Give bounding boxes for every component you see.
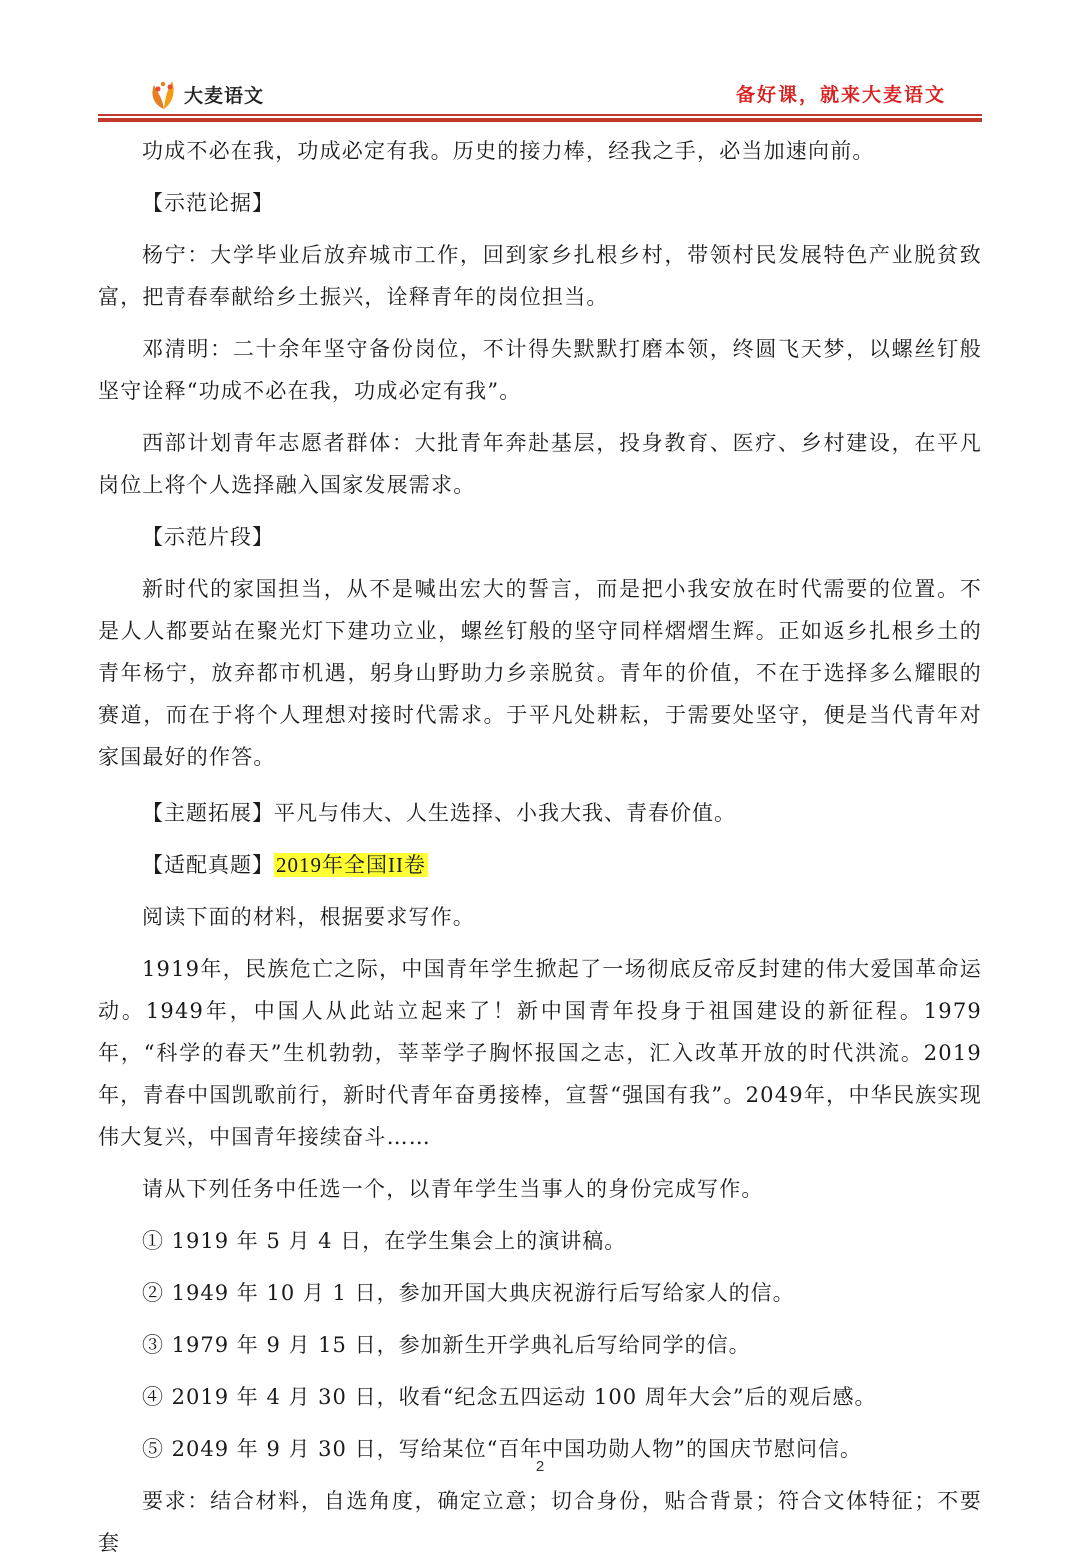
brand-logo (148, 76, 264, 112)
header-divider-thick (98, 118, 982, 122)
theme-line (98, 792, 982, 834)
evidence-paragraph-3: 西部计划青年志愿者群体：大批青年奔赴基层，投身教育、医疗、乡村建设，在平凡岗位上将个人选择融入国家发展需求。 (98, 431, 982, 497)
evidence-paragraph-1: 杨宁：大学毕业后放弃城市工作，回到家乡扎根乡村，带领村民发展特色产业脱贫致富，把青春奉献给乡土振兴，诠释青年的岗位担当。 (98, 243, 982, 309)
section-heading-exam: 【适配真题】 (142, 853, 274, 877)
header-slogan: 备好课，就来大麦语文 (735, 84, 946, 106)
opening-line: 功成不必在我，功成必定有我。历史的接力棒，经我之手，必当加速向前。 (142, 139, 875, 163)
evidence-paragraph-2: 邓清明：二十余年坚守备份岗位，不计得失默默打磨本领，终圆飞天梦，以螺丝钉般坚守诠释“功成不必在我，功成必定有我”。 (98, 337, 982, 403)
sample-paragraph: 新时代的家国担当，从不是喊出宏大的誓言，而是把小我安放在时代需要的位置。不是人人都要站在聚光灯下建功立业，螺丝钉般的坚守同样熠熠生辉。正如返乡扎根乡土的青年杨宁，放弃都市机遇，躬身山野助力乡亲脱贫。青年的价值，不在于选择多么耀眼的赛道，而在于将个人理想对接时代需求。于平凡处耕耘，于需要处坚守，便是当代青年对家国最好的作答。 (98, 577, 982, 769)
document-body (98, 130, 982, 1564)
section-heading-evidence: 【示范论据】 (142, 191, 274, 215)
task-instruction: 请从下列任务中任选一个，以青年学生当事人的身份完成写作。 (142, 1177, 764, 1201)
requirements-line: 要求：结合材料，自选角度，确定立意；切合身份，贴合背景；符合文体特征；不要套 (98, 1489, 982, 1555)
task-item-5: ⑤ 2049 年 9 月 30 日，写给某位“百年中国功勋人物”的国庆节慰问信。 (142, 1437, 863, 1461)
page-number: 2 (535, 1458, 545, 1475)
exam-tag: 2019年全国II卷 (276, 853, 426, 877)
task-item-4: ④ 2019 年 4 月 30 日，收看“纪念五四运动 100 周年大会”后的观后感。 (142, 1385, 877, 1409)
task-item-1: ① 1919 年 5 月 4 日，在学生集会上的演讲稿。 (142, 1229, 627, 1253)
section-heading-theme: 【主题拓展】 (142, 801, 274, 825)
wheat-leaf-icon (148, 77, 180, 111)
section-heading-sample: 【示范片段】 (142, 525, 274, 549)
exam-line (98, 844, 982, 886)
theme-text: 平凡与伟大、人生选择、小我大我、青春价值。 (274, 801, 736, 825)
material-paragraph: 1919年，民族危亡之际，中国青年学生掀起了一场彻底反帝反封建的伟大爱国革命运动。1949年，中国人从此站立起来了！新中国青年投身于祖国建设的新征程。1979年，“科学的春天”生机勃勃，莘莘学子胸怀报国之志，汇入改革开放的时代洪流。2019年，青春中国凯歌前行，新时代青年奋勇接棒，宣誓“强国有我”。2049年，中华民族实现伟大复兴，中国青年接续奋斗…… (98, 957, 982, 1149)
brand-name: 大麦语文 (184, 84, 265, 107)
task-item-2: ② 1949 年 10 月 1 日，参加开国大典庆祝游行后写给家人的信。 (142, 1281, 795, 1305)
writing-prompt: 阅读下面的材料，根据要求写作。 (142, 905, 475, 929)
page-header (0, 0, 1080, 125)
task-item-3: ③ 1979 年 9 月 15 日，参加新生开学典礼后写给同学的信。 (142, 1333, 751, 1357)
header-divider-thin (98, 114, 982, 116)
